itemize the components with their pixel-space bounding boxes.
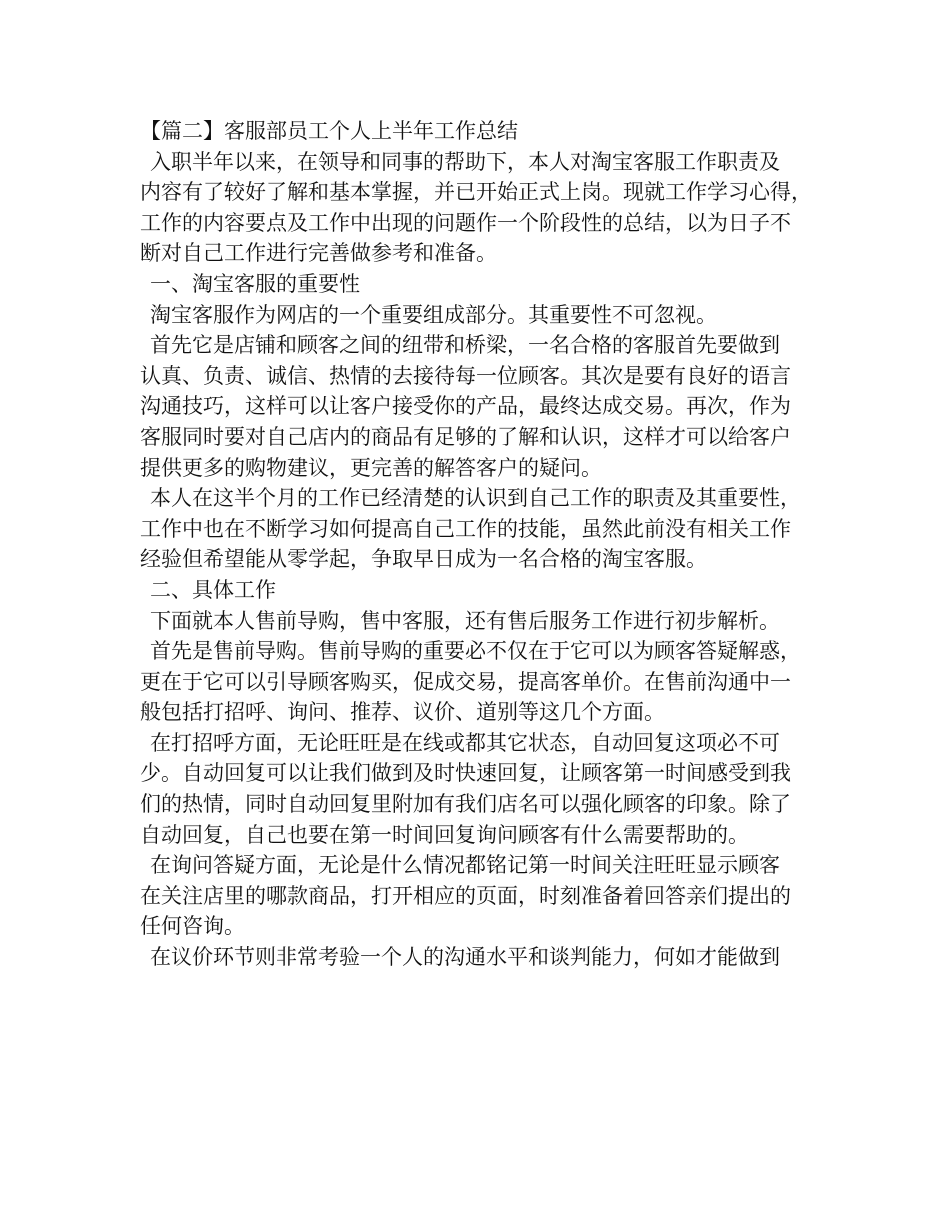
text-line: 淘宝客服作为网店的一个重要组成部分。其重要性不可忽视。 xyxy=(150,302,717,327)
text-line: 般包括打招呼、询问、推荐、议价、道别等这几个方面。 xyxy=(140,700,665,725)
text-line: 首先是售前导购。售前导购的重要必不仅在于它可以为顾客答疑解惑， xyxy=(150,639,801,664)
text-line: 工作的内容要点及工作中出现的问题作一个阶段性的总结，以为日子不 xyxy=(140,210,791,235)
section-heading: 一、淘宝客服的重要性 xyxy=(150,271,360,296)
text-line: 在关注店里的哪款商品，打开相应的页面，时刻准备着回答亲们提出的 xyxy=(140,883,791,908)
text-line: 断对自己工作进行完善做参考和准备。 xyxy=(140,241,497,266)
text-line: 任何咨询。 xyxy=(140,914,245,939)
text-line: 客服同时要对自己店内的商品有足够的了解和认识，这样才可以给客户 xyxy=(140,424,791,449)
document-page xyxy=(140,116,820,973)
text-line: 认真、负责、诚信、热情的去接待每一位顾客。其次是要有良好的语言 xyxy=(140,363,791,388)
text-line: 下面就本人售前导购，售中客服，还有售后服务工作进行初步解析。 xyxy=(150,608,780,633)
text-line: 自动回复，自己也要在第一时间回复询问顾客有什么需要帮助的。 xyxy=(140,822,749,847)
text-line: 在询问答疑方面，无论是什么情况都铭记第一时间关注旺旺显示顾客 xyxy=(150,853,780,878)
text-line: 在议价环节则非常考验一个人的沟通水平和谈判能力，何如才能做到 xyxy=(150,945,780,970)
text-line: 首先它是店铺和顾客之间的纽带和桥梁，一名合格的客服首先要做到 xyxy=(150,333,780,358)
text-line: 们的热情，同时自动回复里附加有我们店名可以强化顾客的印象。除了 xyxy=(140,792,791,817)
text-line: 入职半年以来，在领导和同事的帮助下，本人对淘宝客服工作职责及 xyxy=(150,149,780,174)
section-heading: 二、具体工作 xyxy=(150,577,276,602)
text-line: 提供更多的购物建议，更完善的解答客户的疑问。 xyxy=(140,455,602,480)
text-line: 工作中也在不断学习如何提高自己工作的技能，虽然此前没有相关工作 xyxy=(140,516,791,541)
document-title: 【篇二】客服部员工个人上半年工作总结 xyxy=(140,119,518,143)
text-line: 经验但希望能从零学起，争取早日成为一名合格的淘宝客服。 xyxy=(140,547,707,572)
text-line: 沟通技巧，这样可以让客户接受你的产品，最终达成交易。再次，作为 xyxy=(140,394,791,419)
text-line: 内容有了较好了解和基本掌握，并已开始正式上岗。现就工作学习心得， xyxy=(140,180,812,205)
text-line: 少。自动回复可以让我们做到及时快速回复，让顾客第一时间感受到我 xyxy=(140,761,791,786)
text-line: 在打招呼方面，无论旺旺是在线或都其它状态，自动回复这项必不可 xyxy=(150,730,780,755)
text-line: 本人在这半个月的工作已经清楚的认识到自己工作的职责及其重要性， xyxy=(150,486,801,511)
text-line: 更在于它可以引导顾客购买，促成交易，提高客单价。在售前沟通中一 xyxy=(140,669,791,694)
